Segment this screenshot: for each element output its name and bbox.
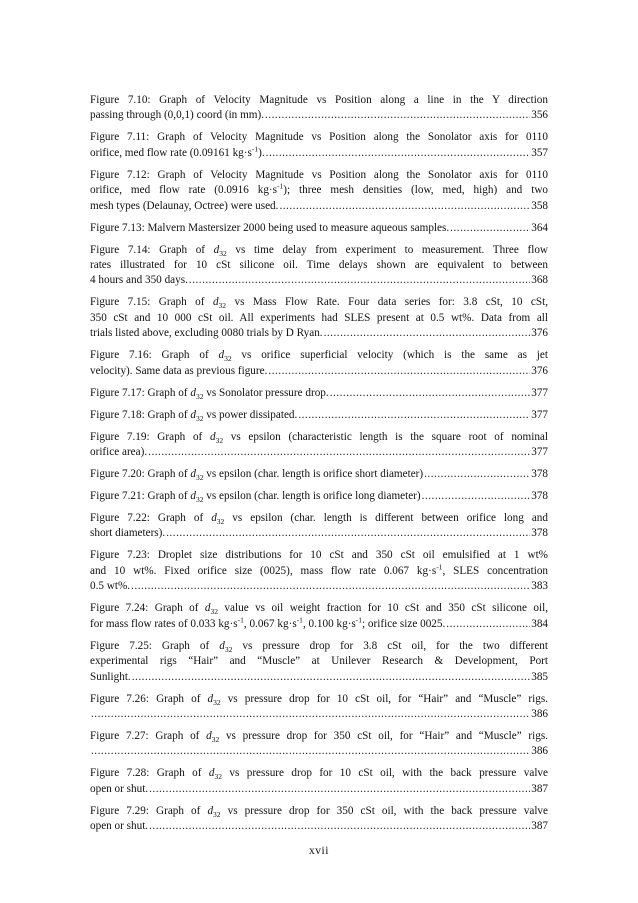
figure-entry[interactable] (90, 386, 548, 401)
entry-page-number[interactable]: 376 (531, 327, 548, 340)
entry-caption-line: Figure 7.16: Graph of $d_{32}$ vs orifice superficial velocity (which is the same as jet (90, 349, 548, 364)
dot-leader (131, 579, 530, 594)
entry-caption-end: Figure 7.18: Graph of $d_{32}$ vs power dissipated. (90, 408, 298, 423)
entry-page-number[interactable]: 386 (531, 707, 548, 720)
entry-caption-line: Figure 7.23: Droplet size distributions for 10 cSt and 350 cSt oil emulsified at 1 wt% (90, 549, 548, 562)
entry-last-line (90, 744, 548, 759)
figure-entry[interactable] (90, 243, 548, 289)
entry-caption-line: Figure 7.15: Graph of $d_{32}$ vs Mass Flow Rate. Four data series for: 3.8 cSt, 10 cSt, (90, 296, 548, 311)
entry-last-line (90, 221, 548, 236)
entry-last-line (90, 273, 548, 288)
entry-page-number[interactable]: 376 (531, 364, 548, 377)
dot-leader (132, 670, 531, 685)
dot-leader (91, 744, 530, 759)
entry-last-line (90, 408, 548, 423)
figure-entry[interactable] (90, 804, 548, 835)
dot-leader (268, 364, 530, 379)
entry-last-line (90, 326, 548, 341)
entry-caption-line: Figure 7.29: Graph of $d_{32}$ vs pressure drop for 350 cSt oil, with the back pressure valve (90, 804, 548, 819)
dot-leader (166, 526, 530, 541)
dot-leader (324, 326, 531, 341)
dot-leader (330, 386, 531, 401)
entry-caption-line: rates illustrated for 10 cSt silicone oil. Time delays shown are equivalent to between (90, 259, 548, 272)
figure-entry[interactable] (90, 93, 548, 124)
entry-caption-line: Figure 7.24: Graph of $d_{32}$ value vs oil weight fraction for 10 cSt and 350 cSt silicone oil, (90, 602, 548, 617)
entry-page-number[interactable]: 378 (531, 468, 548, 481)
entry-caption-end: orifice, med flow rate (0.09161 $kg\cdot s^{-1}$). (90, 144, 265, 159)
entry-last-line (90, 364, 548, 379)
entry-caption-end: open or shut. (90, 782, 149, 795)
entry-caption-end: open or shut. (90, 820, 149, 833)
dot-leader (446, 617, 530, 632)
dot-leader (424, 467, 530, 482)
dot-leader (266, 146, 531, 161)
list-of-figures (90, 93, 548, 841)
figure-entry[interactable] (90, 692, 548, 723)
figure-entry[interactable] (90, 168, 548, 214)
figure-entry[interactable] (90, 639, 548, 685)
dot-leader (450, 221, 530, 236)
page-number: xvii (309, 845, 329, 857)
entry-last-line (90, 614, 548, 632)
entry-page-number[interactable]: 368 (531, 274, 548, 287)
entry-caption-line: Figure 7.28: Graph of $d_{32}$ vs pressure drop for 10 cSt oil, with the back pressure valve (90, 767, 548, 782)
dot-leader (189, 273, 530, 288)
entry-caption-end: for mass flow rates of 0.033 $kg\cdot s^{-1}$, 0.067 $kg\cdot s^{-1}$, 0.100 $kg\cdot s^{-1}$; orifice size 0025. (90, 614, 446, 630)
entry-caption-line: 350 cSt and 10 000 cSt oil. All experiments had SLES present at 0.5 wt%. Data from all (90, 311, 548, 324)
entry-last-line (90, 108, 548, 123)
entry-caption-line: Figure 7.22: Graph of $d_{32}$ vs epsilon (char. length is different between orifice long and (90, 512, 548, 527)
figure-entry[interactable] (90, 221, 548, 236)
entry-caption-end: trials listed above, excluding 0080 trials by D Ryan. (90, 327, 323, 340)
figure-entry[interactable] (90, 601, 548, 632)
entry-last-line (90, 489, 548, 504)
entry-last-line (90, 526, 548, 541)
entry-page-number[interactable]: 386 (531, 745, 548, 758)
entry-page-number[interactable]: 356 (531, 109, 548, 122)
figure-entry[interactable] (90, 295, 548, 341)
entry-page-number[interactable]: 377 (531, 408, 548, 421)
entry-caption-end: mesh types (Delaunay, Octree) were used. (90, 199, 279, 212)
entry-caption-line: Figure 7.26: Graph of $d_{32}$ vs pressure drop for 10 cSt oil, for “Hair” and “Muscle” rigs. (90, 692, 548, 707)
entry-caption-line: experimental rigs “Hair” and “Muscle” at Unilever Research & Development, Port (90, 655, 548, 668)
dot-leader (91, 707, 530, 722)
entry-caption-line: and 10 wt%. Fixed orifice size (0025), mass flow rate 0.067 $kg\cdot s^{-1}$, SLES concentration (90, 562, 549, 577)
figure-entry[interactable] (90, 130, 548, 161)
entry-caption-end: orifice area). (90, 446, 148, 459)
entry-page-number[interactable]: 387 (531, 820, 548, 833)
dot-leader (279, 199, 530, 214)
figure-entry[interactable] (90, 467, 548, 482)
entry-page-number[interactable]: 378 (531, 490, 548, 503)
figure-entry[interactable] (90, 766, 548, 797)
entry-page-number[interactable]: 383 (531, 580, 548, 593)
entry-last-line (90, 782, 548, 797)
dot-leader (149, 819, 530, 834)
entry-page-number[interactable]: 377 (531, 386, 548, 399)
entry-caption-line: Figure 7.27: Graph of $d_{32}$ vs pressure drop for 350 cSt oil, for “Hair” and “Muscle” rigs. (90, 729, 548, 745)
entry-page-number[interactable]: 377 (531, 446, 548, 459)
entry-last-line (90, 579, 548, 594)
dot-leader (265, 108, 530, 123)
entry-caption-line: Figure 7.11: Graph of Velocity Magnitude vs Position along the Sonolator axis for 0110 (90, 131, 548, 144)
figure-entry[interactable] (90, 489, 548, 504)
entry-last-line (90, 670, 548, 685)
entry-caption-line: Figure 7.14: Graph of $d_{32}$ vs time delay from experiment to measurement. Three flow (90, 243, 548, 258)
entry-caption-end: Figure 7.13: Malvern Mastersizer 2000 being used to measure aqueous samples. (90, 221, 450, 234)
entry-caption-end: 4 hours and 350 days. (90, 274, 188, 287)
entry-page-number[interactable]: 378 (531, 527, 548, 540)
entry-caption-line: Figure 7.19: Graph of $d_{32}$ vs epsilon (characteristic length is the square root of nominal (90, 430, 548, 445)
entry-caption-end: 0.5 wt%. (90, 580, 131, 593)
entry-page-number[interactable]: 358 (531, 199, 548, 212)
figure-entry[interactable] (90, 348, 548, 379)
figure-entry[interactable] (90, 729, 548, 760)
figure-entry[interactable] (90, 430, 548, 461)
entry-caption-line: Figure 7.25: Graph of $d_{32}$ vs pressure drop for 3.8 cSt oil, for the two different (90, 639, 548, 654)
entry-caption-end: passing through (0,0,1) coord (in mm). (90, 109, 265, 122)
entry-caption-end: Figure 7.20: Graph of $d_{32}$ vs epsilon (char. length is orifice short diameter) (90, 468, 424, 483)
entry-page-number[interactable]: 385 (531, 670, 548, 683)
entry-last-line (90, 199, 548, 214)
dot-leader (149, 782, 530, 797)
entry-page-number[interactable]: 387 (531, 782, 548, 795)
dot-leader (298, 408, 530, 423)
entry-last-line (90, 819, 548, 834)
dot-leader (422, 489, 531, 504)
figure-entry[interactable] (90, 511, 548, 542)
entry-last-line (90, 467, 548, 482)
entry-caption-end: Sunlight. (90, 670, 131, 683)
entry-last-line (90, 146, 548, 161)
dot-leader (148, 445, 530, 460)
entry-last-line (90, 386, 548, 401)
entry-caption-line: Figure 7.10: Graph of Velocity Magnitude vs Position along a line in the Y direction (90, 94, 548, 106)
entry-caption-end: velocity). Same data as previous figure. (90, 364, 268, 377)
entry-page-number[interactable]: 357 (531, 146, 548, 159)
figure-entry[interactable] (90, 408, 548, 423)
figure-entry[interactable] (90, 548, 548, 594)
entry-caption-end: short diameters). (90, 527, 166, 540)
entry-caption-line: orifice, med flow rate (0.0916 $kg\cdot s^{-1}$); three mesh densities (low, med, high) and two (90, 181, 549, 197)
entry-caption-end: Figure 7.17: Graph of $d_{32}$ vs Sonolator pressure drop. (90, 386, 329, 401)
entry-page-number[interactable]: 384 (531, 617, 548, 630)
entry-caption-end: Figure 7.21: Graph of $d_{32}$ vs epsilon (char. length is orifice long diameter) (90, 490, 421, 505)
entry-page-number[interactable]: 364 (531, 221, 548, 234)
entry-last-line (90, 707, 548, 722)
entry-last-line (90, 445, 548, 460)
entry-caption-line: Figure 7.12: Graph of Velocity Magnitude vs Position along the Sonolator axis for 0110 (90, 168, 548, 181)
